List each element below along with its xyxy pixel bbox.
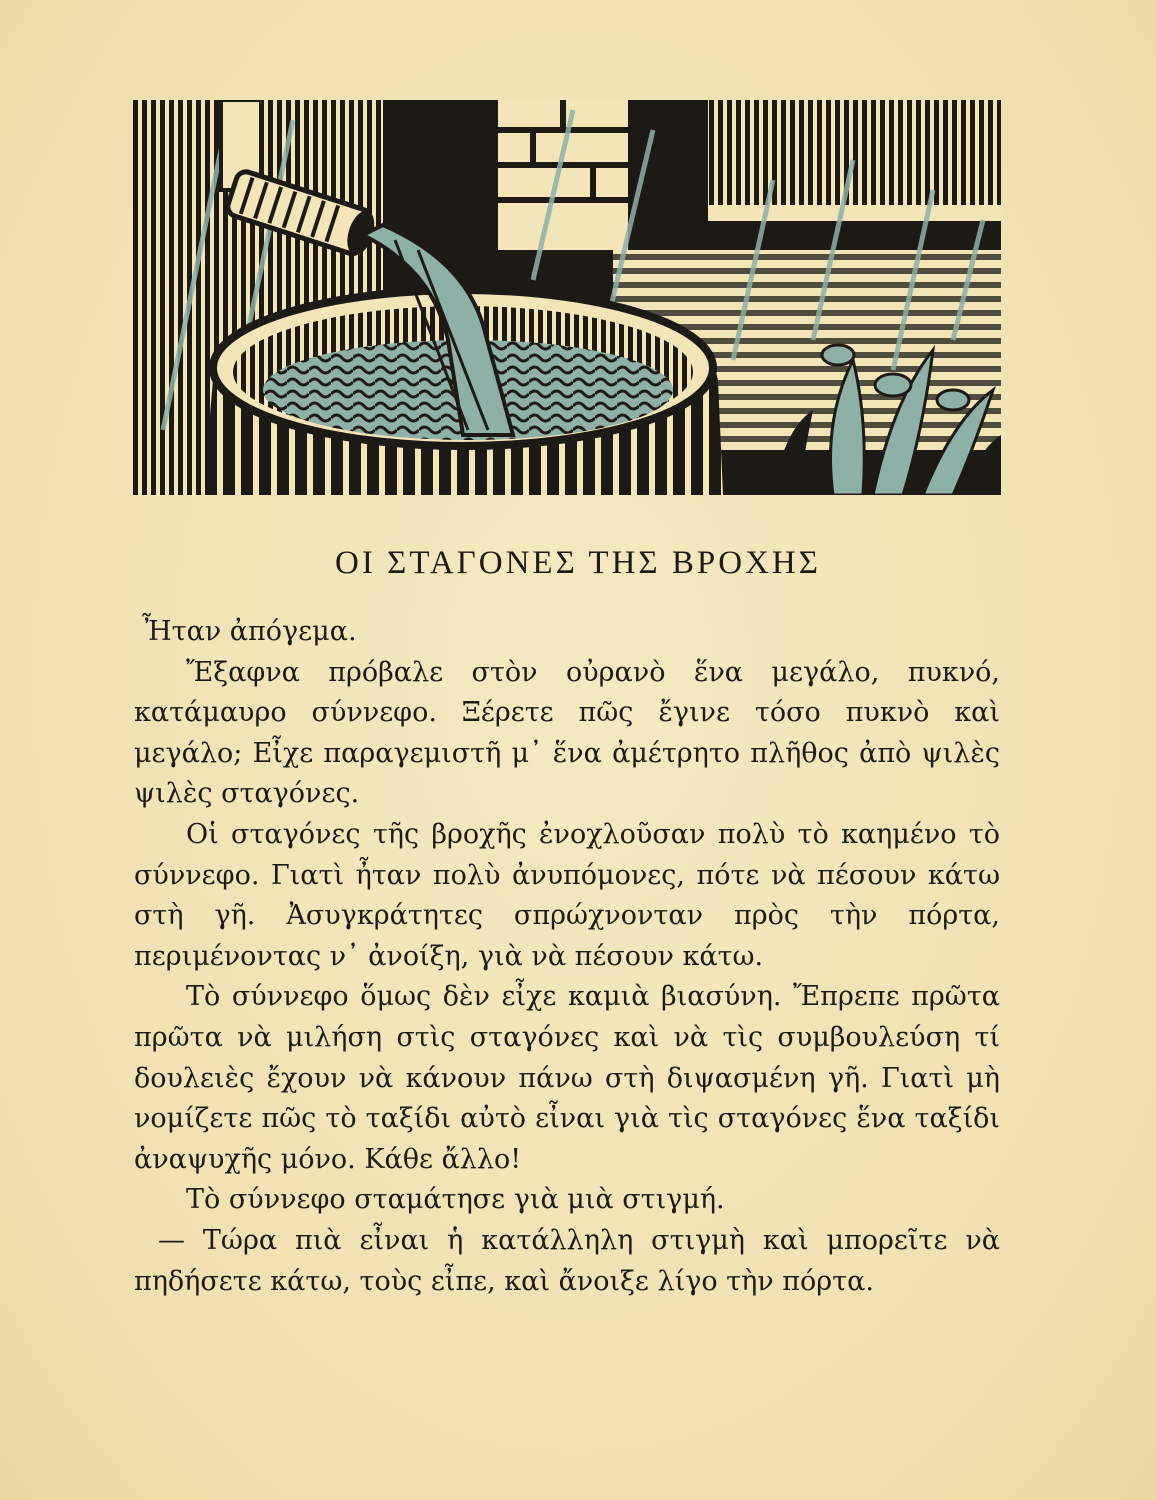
body-text xyxy=(134,612,1000,1302)
paragraph: Οἱ σταγόνες τῆς βροχῆς ἐνοχλοῦσαν πολὺ τὸ καημένο τὸ σύννεφο. Γιατὶ ἦταν πολὺ ἀνυπόμονες, πότε νὰ πέσουν κάτω στὴ γῆ. Ἀσυγκράτητες σπρώχνονταν πρὸς τὴν πόρτα, περιμένοντας ν᾽ ἀνοίξη, γιὰ νὰ πέσουν κάτω. xyxy=(134,818,1000,972)
paragraph: Ἦταν ἀπόγεμα. xyxy=(142,616,357,647)
chapter-title: ΟΙ ΣΤΑΓΟΝΕΣ ΤΗΣ ΒΡΟΧΗΣ xyxy=(335,545,821,581)
paragraph: Τὸ σύννεφο ὅμως δὲν εἶχε καμιὰ βιασύνη. Ἔπρεπε πρῶτα πρῶτα νὰ μιλήση στὶς σταγόνες καὶ νὰ τὶς συμβουλεύση τί δουλειὲς ἔχουν νὰ κάνουν πάνω στὴ διψασμένη γῆ. Γιατὶ μὴ νομίζετε πῶς τὸ ταξίδι αὐτὸ εἶναι γιὰ τὶς σταγόνες ἕνα ταξίδι ἀναψυχῆς μόνο. Κάθε ἄλλο! xyxy=(134,981,1000,1175)
rain-barrel-illustration xyxy=(133,100,1001,495)
paragraph: — Τώρα πιὰ εἶναι ἡ κατάλληλη στιγμὴ καὶ μπορεῖτε νὰ πηδήσετε κάτω, τοὺς εἶπε, καὶ ἄνοιξε λίγο τὴν πόρτα. xyxy=(134,1224,1000,1297)
rain-barrel-woodcut-icon xyxy=(133,100,1001,495)
paragraph: Τὸ σύννεφο σταμάτησε γιὰ μιὰ στιγμή. xyxy=(186,1184,725,1216)
paragraph: Ἔξαφνα πρόβαλε στὸν οὐρανὸ ἕνα μεγάλο, πυκνό, κατάμαυρο σύννεφο. Ξέρετε πῶς ἔγινε τόσο πυκνὸ καὶ μεγάλο; Εἶχε παραγεμιστῆ μ᾽ ἕνα ἀμέτρητο πλῆθος ἀπὸ ψιλὲς ψιλὲς σταγόνες. xyxy=(134,656,1000,810)
